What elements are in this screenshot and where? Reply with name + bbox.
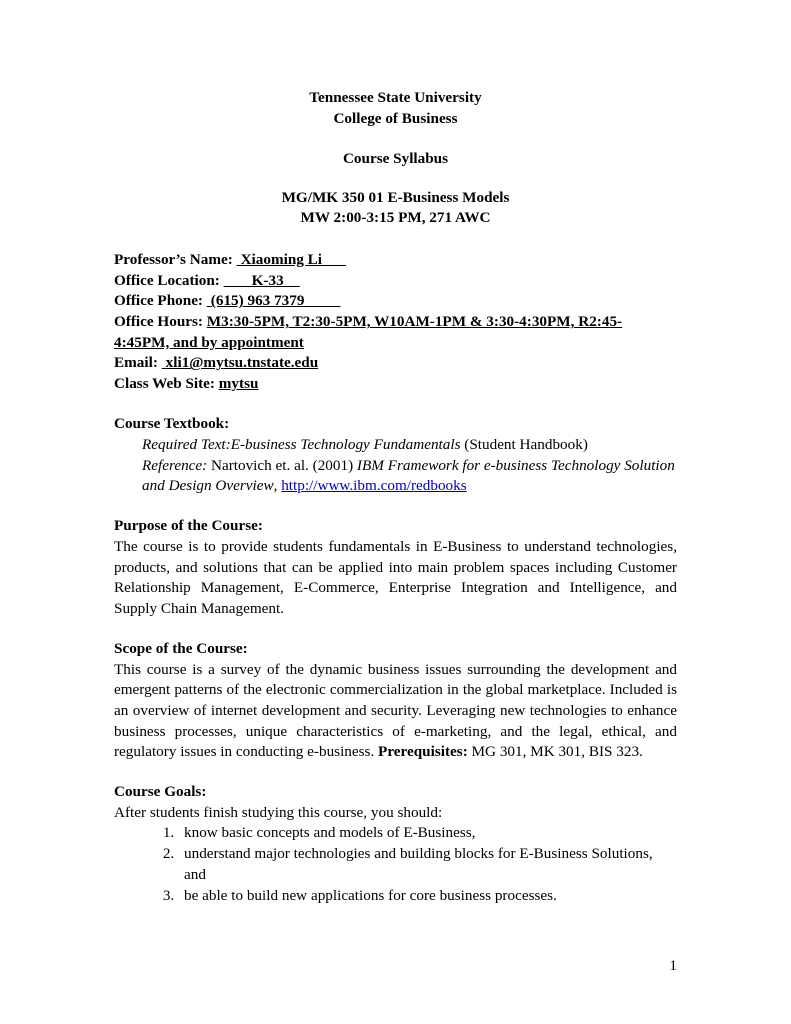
class-web-site-label: Class Web Site: [114, 375, 215, 393]
course-meeting-time: MW 2:00-3:15 PM, 271 AWC [300, 209, 491, 227]
reference-comma: , [273, 477, 282, 495]
purpose-text: The course is to provide students fundamentals in E-Business to understand technologies, products, and solutions that can be applied into main problem spaces including Customer Relationship Management, E-Commerce, Enterprise Integration and Intelligence, and Supply Chain Management. [114, 537, 677, 617]
scope-text [114, 660, 677, 763]
office-location-value: K-33 [251, 271, 284, 289]
course-code-title: MG/MK 350 01 E-Business Models [281, 189, 510, 206]
course-goals-list [114, 823, 677, 907]
professor-name-line [114, 250, 677, 271]
course-goals-title: Course Goals: [114, 783, 207, 801]
page-number: 1 [669, 956, 677, 974]
purpose-title: Purpose of the Course: [114, 516, 263, 534]
reference-label: Reference: [142, 456, 208, 474]
class-web-site-line [114, 374, 677, 395]
email-value[interactable]: xli1@mytsu.tnstate.edu [165, 354, 319, 372]
redbooks-link[interactable]: http://www.ibm.com/redbooks [281, 477, 467, 495]
required-text-title: E-business Technology Fundamentals [230, 435, 461, 453]
office-phone-label: Office Phone: [114, 292, 203, 310]
course-textbook-title: Course Textbook: [114, 414, 230, 432]
list-item: 2. understand major technologies and building blocks for E-Business Solutions, and [178, 844, 677, 886]
office-phone-value: (615) 963 7379 [210, 292, 305, 310]
list-item: 1. know basic concepts and models of E-Business, [178, 823, 677, 844]
list-item: 3. be able to build new applications for core business processes. [178, 886, 677, 907]
required-text-line [142, 435, 677, 456]
office-hours-line [114, 312, 677, 353]
email-line [114, 353, 677, 374]
college-name: College of Business [333, 109, 458, 127]
prerequisites-value: MG 301, MK 301, BIS 323. [467, 743, 643, 761]
required-text-suffix: (Student Handbook) [460, 435, 588, 453]
scope-title: Scope of the Course: [114, 639, 248, 657]
office-location-line [114, 271, 677, 292]
class-web-site-value[interactable]: mytsu [218, 375, 259, 393]
prerequisites-label: Prerequisites: [378, 743, 468, 761]
office-hours-label: Office Hours: [114, 313, 203, 331]
university-name: Tennessee State University [309, 89, 482, 106]
document-title: Course Syllabus [342, 149, 449, 167]
reference-text-line [142, 456, 677, 497]
reference-author: Nartovich et. al. (2001) [207, 456, 357, 474]
required-text-label: Required Text: [142, 435, 231, 453]
email-label: Email: [114, 354, 158, 372]
scope-paragraph: This course is a survey of the dynamic business issues surrounding the development and emergent patterns of the electronic commercialization in the global marketplace. Included is an overview of internet development and security. Leveraging new technologies to enhance business processes, unique characteristics of e-marketing, and the legal, ethical, and regulatory issues in conducting e-business. [114, 660, 677, 761]
office-phone-line [114, 291, 677, 312]
reference-title: IBM Framework for e-business Technology Solution and Design Overview [142, 456, 675, 495]
office-hours-value: M3:30-5PM, T2:30-5PM, W10AM-1PM & 3:30-4:30PM, R2:45-4:45PM, and by appointment [114, 313, 623, 351]
document-header [114, 88, 677, 130]
professor-name-value: Xiaoming Li [240, 251, 323, 269]
office-location-label: Office Location: [114, 271, 220, 289]
course-goals-intro: After students finish studying this course, you should: [114, 804, 443, 822]
professor-name-label: Professor’s Name: [114, 251, 233, 269]
